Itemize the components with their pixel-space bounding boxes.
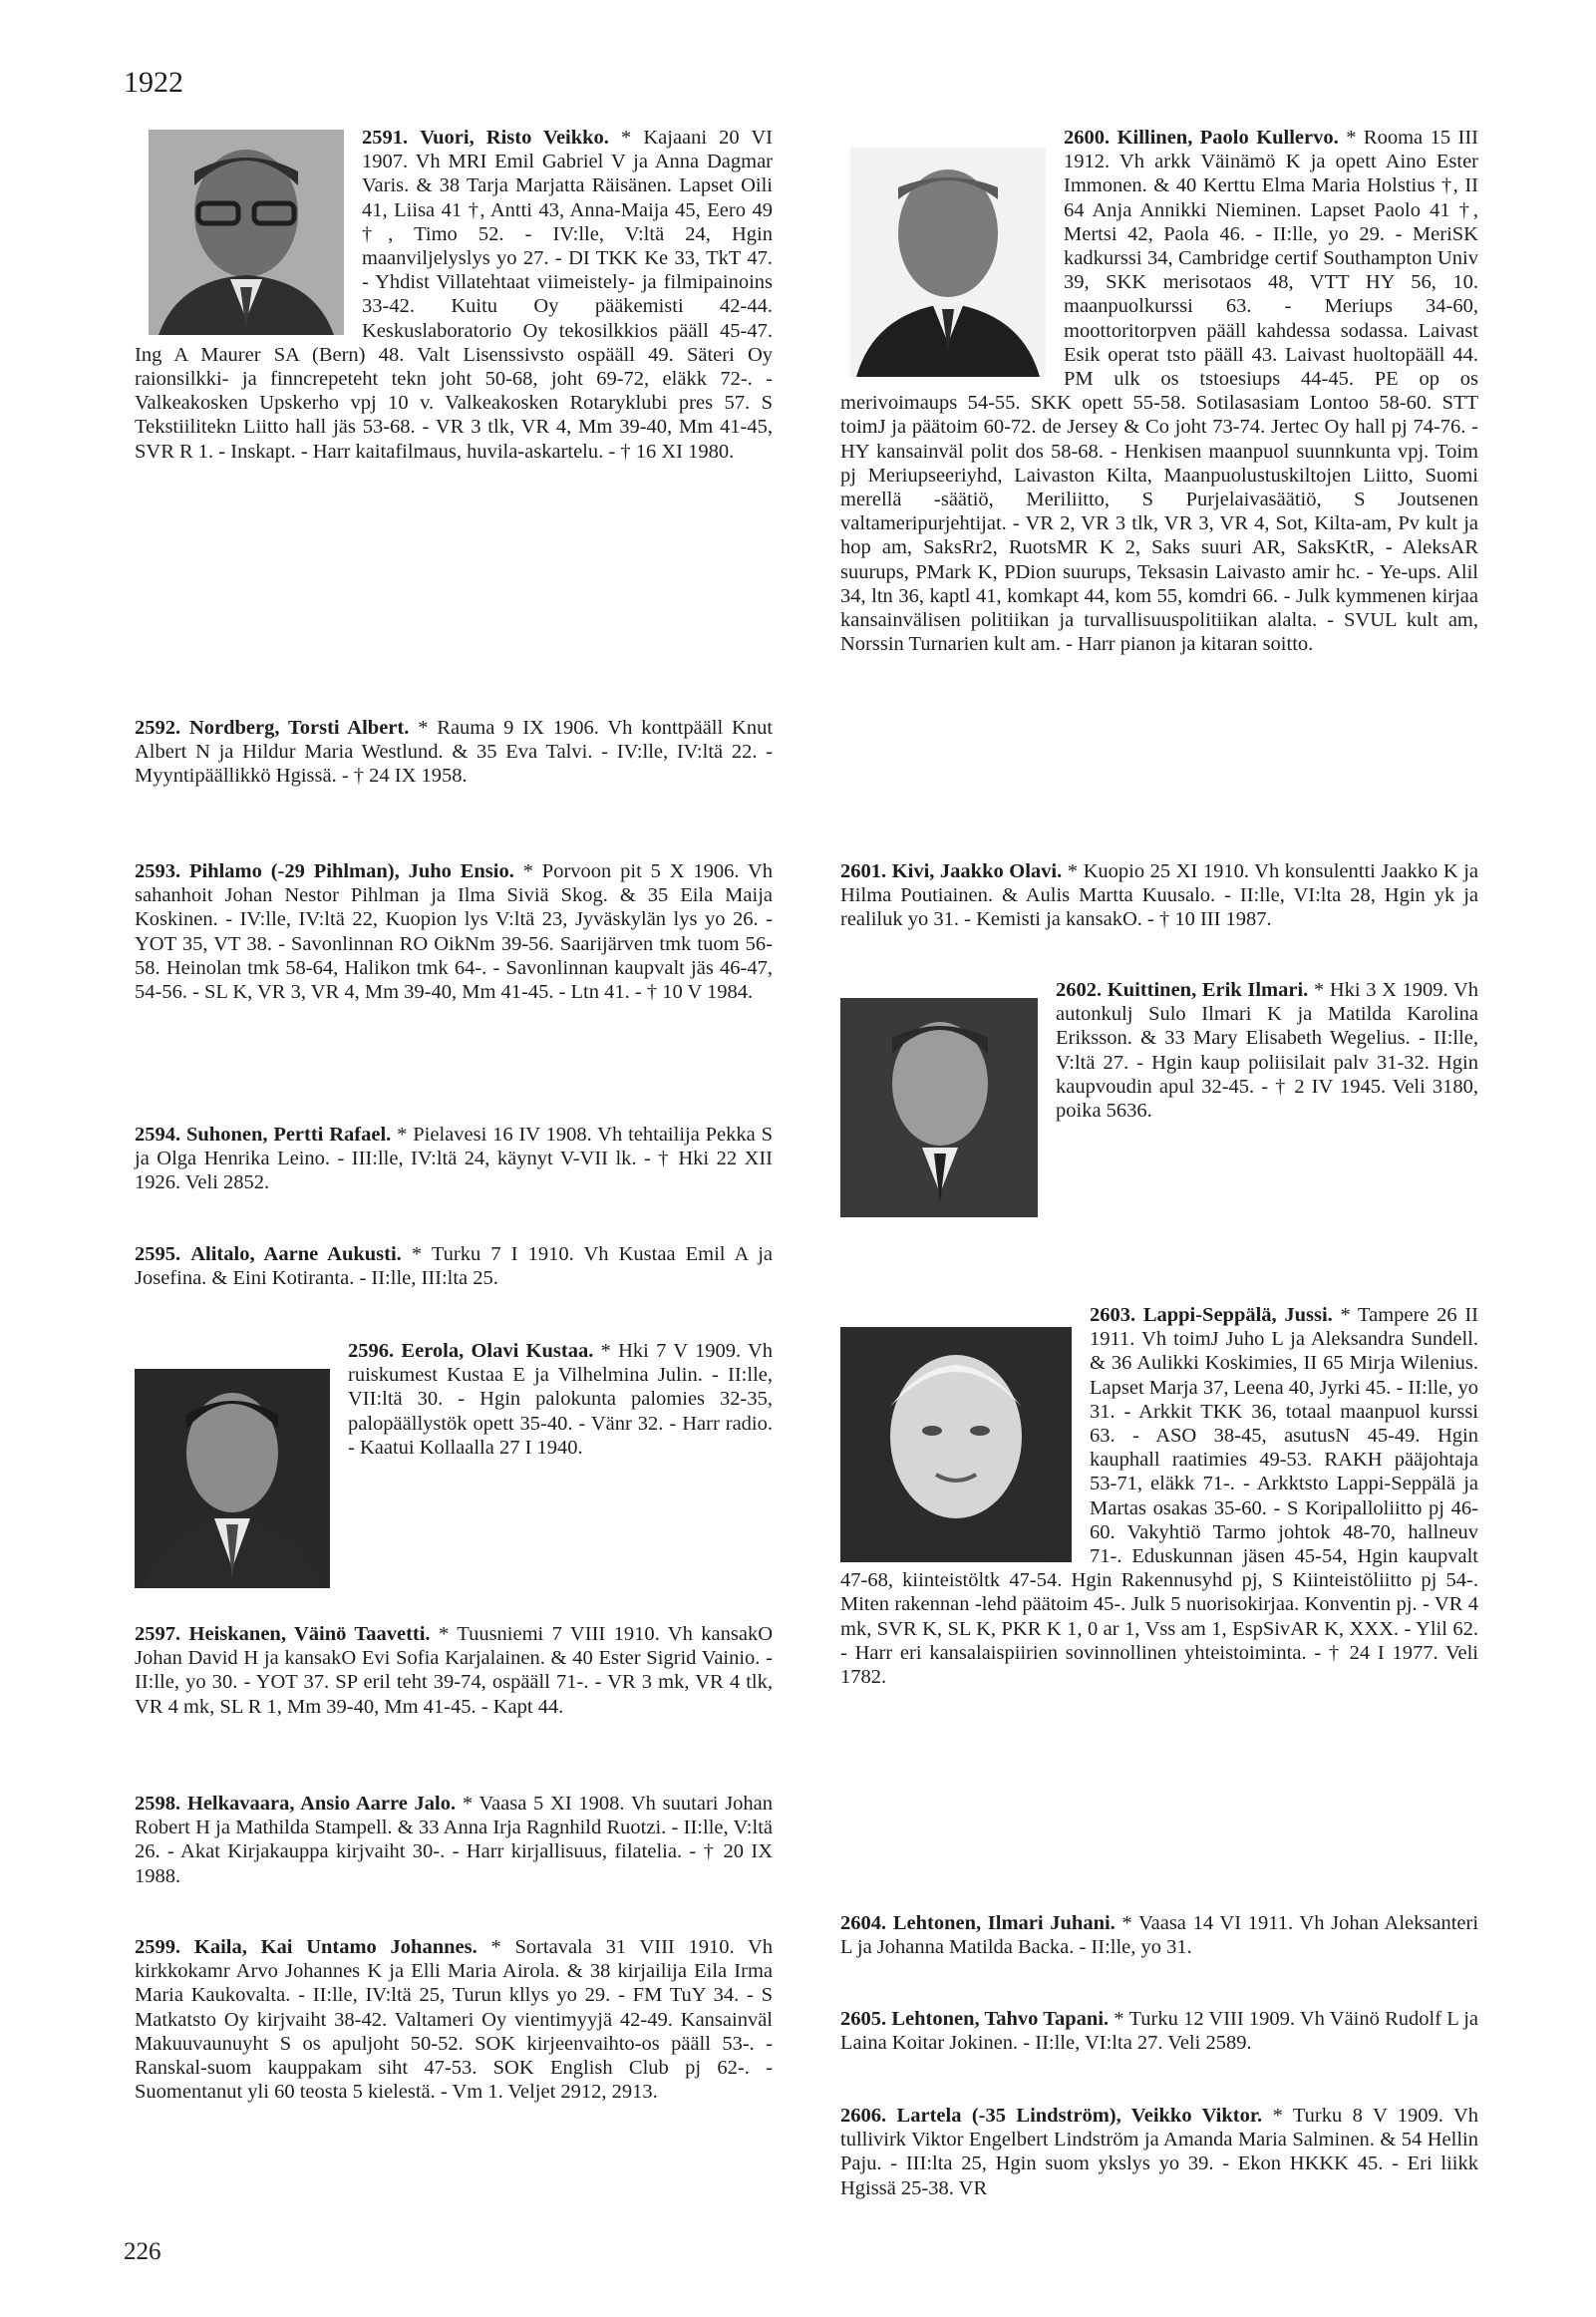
entry-2606 [840,2104,1478,2200]
entry-number: 2606. [840,2105,887,2127]
entry-name: Killinen, Paolo Kullervo. [1117,127,1339,149]
entry-name: Lartela (-35 Lindström), Veikko Viktor. [896,2105,1263,2127]
entry-name: Pihlamo (-29 Pihlman), Juho Ensio. [188,860,514,882]
entry-text: * Vaasa 14 VI 1911. Vh Johan Aleksanteri L ja Johanna Matilda Backa. - II:lle, yo 31. [840,1912,1479,1959]
entry-2591 [135,126,773,464]
entry-number: 2600. [1064,127,1111,149]
entry-number: 2604. [840,1912,887,1934]
entry-text: * Turku 7 I 1910. Vh Kustaa Emil A ja Josefina. & Eini Kotiranta. - II:lle, III:lta 25. [135,1243,774,1290]
entry-number: 2594. [135,1124,181,1146]
entry-text: * Tampere 26 II 1911. Vh toimJ Juho L ja Aleksandra Sundell. & 36 Aulikki Koskimies, II 65 Mirja Wilenius. Lapset Marja 37, Leena 40, Jyrki 45. - II:lle, yo 31. - Arkkit TKK 36, totaal maanpuol kurssi 63. - ASO 38-45, asutusN 45-49. Hgin kauphall raatimies 49-53. RAKH pääjohtaja 53-71, eläkk 71-. - Arkktsto Lappi-Seppälä ja Martas osakas 35-60. - S Koripalloliitto pj 46-60. Vakyhtiö Tarmo johtok 48-70, hallneuv 71-. Eduskunnan jäsen 45-54, Hgin kaupvalt 47-68, kiinteistöltk 47-54. Hgin Rakennusyhd pj, S Kiinteistöliitto pj 54-. Miten rakennan -lehd päätoim 45-. Julk 5 nuorisokirjaa. Konventin pj. - VR 4 mk, SVR K, SL K, PKR K 1, 0 ar 1, Vss am 1, EspSivAR K, XXX. - Ylil 62. - Harr eri kansalaispiirien sovinnollinen yhteistoiminta. - † 24 I 1977. Veli 1782. [840,1304,1478,1689]
entry-number: 2603. [1090,1304,1136,1326]
entry-2600 [840,126,1478,656]
entry-number: 2605. [840,2008,887,2030]
entry-number: 2598. [135,1793,181,1815]
entry-number: 2599. [135,1936,181,1958]
entry-2603 [840,1303,1478,1689]
portrait-photo-2602 [840,998,1038,1217]
entry-text: * Hki 7 V 1909. Vh ruiskumest Kustaa E ja Vilhelmina Julin. - II:lle, VII:ltä 30. - Hgin palokunta palomies 32-35, palopäällystök opett 35-40. - Vänr 32. - Harr radio. - Kaatui Kollaalla 27 I 1940. [348,1340,774,1459]
entry-name: Alitalo, Aarne Aukusti. [190,1243,402,1265]
entry-number: 2593. [135,860,181,882]
entry-text: * Rooma 15 III 1912. Vh arkk Väinämö K ja opett Aino Ester Immonen. & 40 Kerttu Elma Maria Holstius †, II 64 Anja Annikki Nieminen. Lapset Paolo 41 †, Mertsi 42, Paola 46. - II:lle, yo 29. - MeriSK kadkurssi 34, Cambridge certif Southampton Univ 39, SKK merisotaos 48, VTT HY 56, 10. maanpuolkurssi 63. - Meriups 34-60, moottoritorpven pääll kahdessa sodassa. Laivast Esik operat tsto pääll 43. Laivast huoltopääll 44. PM ulk os tstoesiups 44-45. PE op os merivoimaups 54-55. SKK opett 55-58. Sotilasasiam Lontoo 58-60. STT toimJ ja päätoim 60-72. de Jersey & Co joht 73-74. Jertec Oy hall pj 74-76. - HY kansainväl polit dos 58-68. - Henkisen maanpuol suunnkunta vpj. Toim pj Meriupseeriyhd, Laivaston Kilta, Maanpuolustuskiltojen Liitto, Suomi merellä -säätiö, Meriliitto, S Purjelaivasäätiö, S Joutsenen valtameripurjehtijat. - VR 2, VR 3 tlk, VR 3, VR 4, Sot, Kilta-am, Pv kult ja hop am, SaksRr2, RuotsMR K 2, Saks suuri AR, SaksKtR, - AleksAR suurups, PMark K, PDion suurups, Teksasin Laivasto amir hc. - Ye-ups. Alil 34, ltn 36, kaptl 41, komkapt 44, kom 55, komdri 66. - Julk kymmenen kirjaa kansainvälisen politiikan ja turvallisuuspolitiikan alalta. - SVUL kult am, Norssin Turnarien kult am. - Harr pianon ja kitaran soitto. [840,127,1479,656]
entry-2597 [135,1622,773,1719]
portrait-photo-2603 [840,1327,1072,1562]
entry-2598 [135,1792,773,1888]
entry-text: * Porvoon pit 5 X 1906. Vh sahanhoit Johan Nestor Pihlman ja Ilma Siviä Skog. & 35 Eila Maija Koskinen. - IV:lle, IV:ltä 22, Kuopion lys V:ltä 23, Jyväskylän lys yo 26. - YOT 35, VT 38. - Savonlinnan RO OikNm 39-56. Saarijärven tmk tuom 56-58. Heinolan tmk 58-64, Halikon tmk 64-. - Savonlinnan kaupvalt jäs 46-47, 54-56. - SL K, VR 3, VR 4, Mm 39-40, Mm 41-45. - Ltn 41. - † 10 V 1984. [135,860,774,1004]
entry-2599 [135,1935,773,2104]
entry-name: Kaila, Kai Untamo Johannes. [193,1936,478,1958]
entry-number: 2596. [348,1340,395,1362]
entry-2605 [840,2007,1478,2055]
portrait-photo-2600 [850,148,1046,377]
entry-text: * Turku 8 V 1909. Vh tullivirk Viktor Engelbert Lindström ja Amanda Maria Salminen. & 54 Hellin Paju. - III:lta 25, Hgin suom ykslys yo 39. - Ekon HKKK 45. - Eri liikk Hgissä 25-38. VR [840,2105,1479,2199]
entry-number: 2601. [840,860,887,882]
entry-name: Helkavaara, Ansio Aarre Jalo. [186,1793,457,1815]
entry-name: Vuori, Risto Veikko. [420,127,609,149]
entry-number: 2595. [135,1243,181,1265]
entry-number: 2592. [135,717,181,739]
entry-text: * Turku 12 VIII 1909. Vh Väinö Rudolf L ja Laina Koitar Jokinen. - II:lle, VI:lta 27. Veli 2589. [840,2008,1479,2055]
entry-2604 [840,1911,1478,1959]
entry-2594 [135,1123,773,1195]
entry-2601 [840,859,1478,932]
entry-name: Eerola, Olavi Kustaa. [401,1340,594,1362]
entry-number: 2591. [362,127,409,149]
entry-text: * Sortavala 31 VIII 1910. Vh kirkkokamr Arvo Johannes K ja Elli Maria Airola. & 38 kirjailija Eila Irma Maria Kaukovalta. - II:lle, IV:ltä 25, Turun kllys yo 29. - FM TuY 34. - S Matkatsto Oy kirjvaiht 38-42. Valtameri Oy vientimyyjä 42-49. Kansainväl Makuuvaunuyht S os apuljoht 50-52. SOK kirjeenvaihto-os pääll 53-. - Ranskal-suom kauppakam siht 47-53. SOK English Club pj 62-. - Suomentanut yli 60 teosta 5 kielestä. - Vm 1. Veljet 2912, 2913. [135,1936,774,2104]
entry-name: Kuittinen, Erik Ilmari. [1107,979,1309,1001]
entry-number: 2597. [135,1623,181,1645]
page-header-number: 1922 [124,66,183,99]
entry-2595 [135,1242,773,1290]
entry-text: * Vaasa 5 XI 1908. Vh suutari Johan Robert H ja Mathilda Stampell. & 33 Anna Irja Ragnhild Ruotzi. - II:lle, V:ltä 26. - Akat Kirjakauppa kirjvaiht 30-. - Harr kirjallisuus, filatelia. - † 20 IX 1988. [135,1793,774,1887]
entry-text: * Rauma 9 IX 1906. Vh konttpääll Knut Albert N ja Hildur Maria Westlund. & 35 Eva Talvi. - IV:lle, IV:ltä 22. - Myyntipäällikkö Hgissä. - † 24 IX 1958. [135,717,774,788]
portrait-photo-2596 [135,1369,330,1588]
entry-text: * Kajaani 20 VI 1907. Vh MRI Emil Gabriel V ja Anna Dagmar Varis. & 38 Tarja Marjatta Räisänen. Lapset Oili 41, Liisa 41 †, Antti 43, Anna-Maija 45, Eero 49 †, Timo 52. - IV:lle, V:ltä 24, Hgin maanviljelyslys yo 27. - DI TKK Ke 33, TkT 47. - Yhdist Villatehtaat viimeistely- ja filmipainoins 33-42. Kuitu Oy pääkemisti 42-44. Keskuslaboratorio Oy tekosilkkios pääll 45-47. Ing A Maurer SA (Bern) 48. Valt Lisenssivsto ospääll 49. Säteri Oy raionsilkki- ja finncrepeteht tekn joht 50-68, joht 69-72, eläkk 72-. - Valkeakosken Upskerho vpj 10 v. Valkeakosken Rotaryklubi pres 57. S Tekstiilitekn Liitto hall jäs 53-68. - VR 3 tlk, VR 4, Mm 39-40, Mm 41-45, SVR R 1. - Inskapt. - Harr kaitafilmaus, huvila-askartelu. - † 16 XI 1980. [135,127,773,463]
entry-2596 [135,1339,773,1592]
entry-name: Suhonen, Pertti Rafael. [185,1124,392,1146]
entry-number: 2602. [1056,979,1103,1001]
entry-2602 [840,978,1478,1221]
page-footer-number: 226 [124,2238,161,2265]
entry-name: Lehtonen, Tahvo Tapani. [891,2008,1110,2030]
entry-text: * Pielavesi 16 IV 1908. Vh tehtailija Pekka S ja Olga Henrika Leino. - III:lle, IV:ltä 24, käynyt V-VII lk. - † Hki 22 XII 1926. Veli 2852. [135,1124,774,1194]
entry-name: Heiskanen, Väinö Taavetti. [188,1623,431,1645]
portrait-photo-2591 [149,130,344,335]
entry-name: Lappi-Seppälä, Jussi. [1142,1304,1333,1326]
entry-name: Nordberg, Torsti Albert. [188,717,410,739]
entry-2592 [135,716,773,789]
entry-name: Kivi, Jaakko Olavi. [891,860,1063,882]
entry-text: * Hki 3 X 1909. Vh autonkulj Sulo Ilmari K ja Matilda Karolina Eriksson. & 33 Mary Elisabeth Wegelius. - II:lle, V:ltä 27. - Hgin kaup poliisilait palv 31-32. Hgin kaupvoudin apul 32-45. - † 2 IV 1945. Veli 3180, poika 5636. [1056,979,1479,1123]
entry-text: * Kuopio 25 XI 1910. Vh konsulentti Jaakko K ja Hilma Poutiainen. & Aulis Martta Kuusalo. - II:lle, VI:lta 28, Hgin yk ja realiluk yo 31. - Kemisti ja kansakO. - † 10 III 1987. [840,860,1478,931]
entry-text: * Tuusniemi 7 VIII 1910. Vh kansakO Johan David H ja kansakO Evi Sofia Karjalainen. & 40 Ester Sigrid Vainio. - II:lle, yo 30. - YOT 37. SP eril teht 39-74, ospääll 71-. - VR 3 mk, VR 4 tlk, VR 4 mk, SL R 1, Mm 39-40, Mm 41-45. - Kapt 44. [135,1623,774,1718]
entry-name: Lehtonen, Ilmari Juhani. [892,1912,1116,1934]
entry-2593 [135,859,773,1004]
